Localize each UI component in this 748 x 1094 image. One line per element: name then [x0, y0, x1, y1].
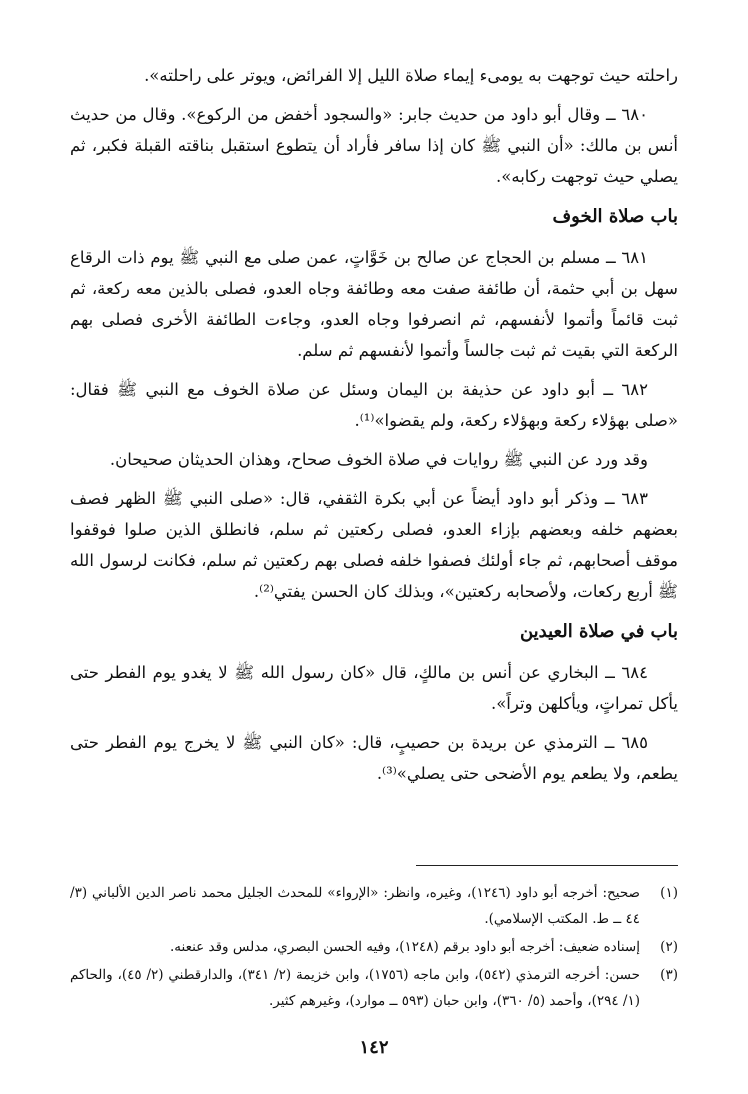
footnote-item — [70, 934, 678, 960]
commentary-paragraph: وقد ورد عن النبي ﷺ روايات في صلاة الخوف صحاح، وهذان الحديثان صحيحان. — [109, 450, 648, 469]
footnote-divider — [416, 865, 678, 866]
footnote-item — [70, 962, 678, 1014]
footnote-text: صحيح: أخرجه أبو داود (١٢٤٦)، وغيره، وانظر: «الإرواء» للمحدث الجليل محمد ناصر الدين الألباني (٣/ ٤٤ ــ ط. المكتب الإسلامي). — [70, 885, 640, 927]
hadith-684: ٦٨٤ ــ البخاري عن أنس بن مالكٍ، قال «كان رسول الله ﷺ لا يغدو يوم الفطر حتى يأكل تمراتٍ، ويأكلهن وتراً». — [70, 663, 678, 713]
footnote-text: إسناده ضعيف: أخرجه أبو داود برقم (١٢٤٨)، وفيه الحسن البصري، مدلس وقد عنعنه. — [169, 939, 640, 955]
page-number: ١٤٢ — [359, 1037, 389, 1058]
footnote-text: حسن: أخرجه الترمذي (٥٤٢)، وابن ماجه (١٧٥٦)، وابن خزيمة (٢/ ٣٤١)، والدارقطني (٢/ ٤٥)، والحاكم (١/ ٢٩٤)، وأحمد (٥/ ٣٦٠)، وابن حبان (٥٩٣ ــ موارد)، وغيرهم كثير. — [70, 967, 640, 1009]
section-heading-eid-prayer: باب في صلاة العيدين — [519, 621, 678, 642]
hadith-680: ٦٨٠ ــ وقال أبو داود من حديث جابر: «والسجود أخفض من الركوع». وقال من حديث أنس بن مالك: «أن النبي ﷺ كان إذا سافر فأراد أن يتطوع استقبل بناقته القبلة فكبر، ثم يصلي حيث توجهت ركابه». — [70, 105, 678, 186]
footnotes — [70, 880, 678, 1016]
paragraph-continuation: راحلته حيث توجهت به يومىء إيماء صلاة الليل إلا الفرائض، ويوتر على راحلته». — [144, 66, 678, 85]
footnote-item — [70, 880, 678, 932]
section-heading-fear-prayer: باب صلاة الخوف — [552, 206, 678, 227]
footnote-number: (٣) — [660, 967, 678, 983]
hadith-683: ٦٨٣ ــ وذكر أبو داود أيضاً عن أبي بكرة الثقفي، قال: «صلى النبي ﷺ الظهر فصف بعضهم خلفه وبعضهم بإزاء العدو، فصلى ركعتين ثم سلم، فانطلق الذين صلوا فوقفوا موقف أصحابهم، ثم جاء أولئك فصفوا خلفه فصلى بهم ركعتين ثم سلم، فكانت لرسول الله ﷺ أربع ركعات، ولأصحابه ركعتين»، وبذلك كان الحسن يفتي⁽²⁾. — [70, 489, 678, 601]
hadith-681: ٦٨١ ــ مسلم بن الحجاج عن صالح بن خَوَّاتٍ، عمن صلى مع النبي ﷺ يوم ذات الرقاع سهل بن أبي حثمة، أن طائفة صفت معه وطائفة وجاه العدو، فصلى بالذين معه ركعة، ثم ثبت قائماً وأتموا لأنفسهم، ثم انصرفوا وجاه العدو، وجاءت الطائفة الأخرى فصلى بهم الركعة التي بقيت ثم ثبت جالساً وأتموا لأنفسهم ثم سلم. — [70, 248, 678, 360]
footnote-number: (٢) — [660, 939, 678, 955]
hadith-682: ٦٨٢ ــ أبو داود عن حذيفة بن اليمان وسئل عن صلاة الخوف مع النبي ﷺ فقال: «صلى بهؤلاء ركعة وبهؤلاء ركعة، ولم يقضوا»⁽¹⁾. — [70, 380, 678, 430]
hadith-685: ٦٨٥ ــ الترمذي عن بريدة بن حصيبٍ، قال: «كان النبي ﷺ لا يخرج يوم الفطر حتى يطعم، ولا يطعم يوم الأضحى حتى يصلي»⁽³⁾. — [70, 733, 678, 783]
footnote-number: (١) — [660, 885, 678, 901]
main-text — [70, 60, 678, 797]
